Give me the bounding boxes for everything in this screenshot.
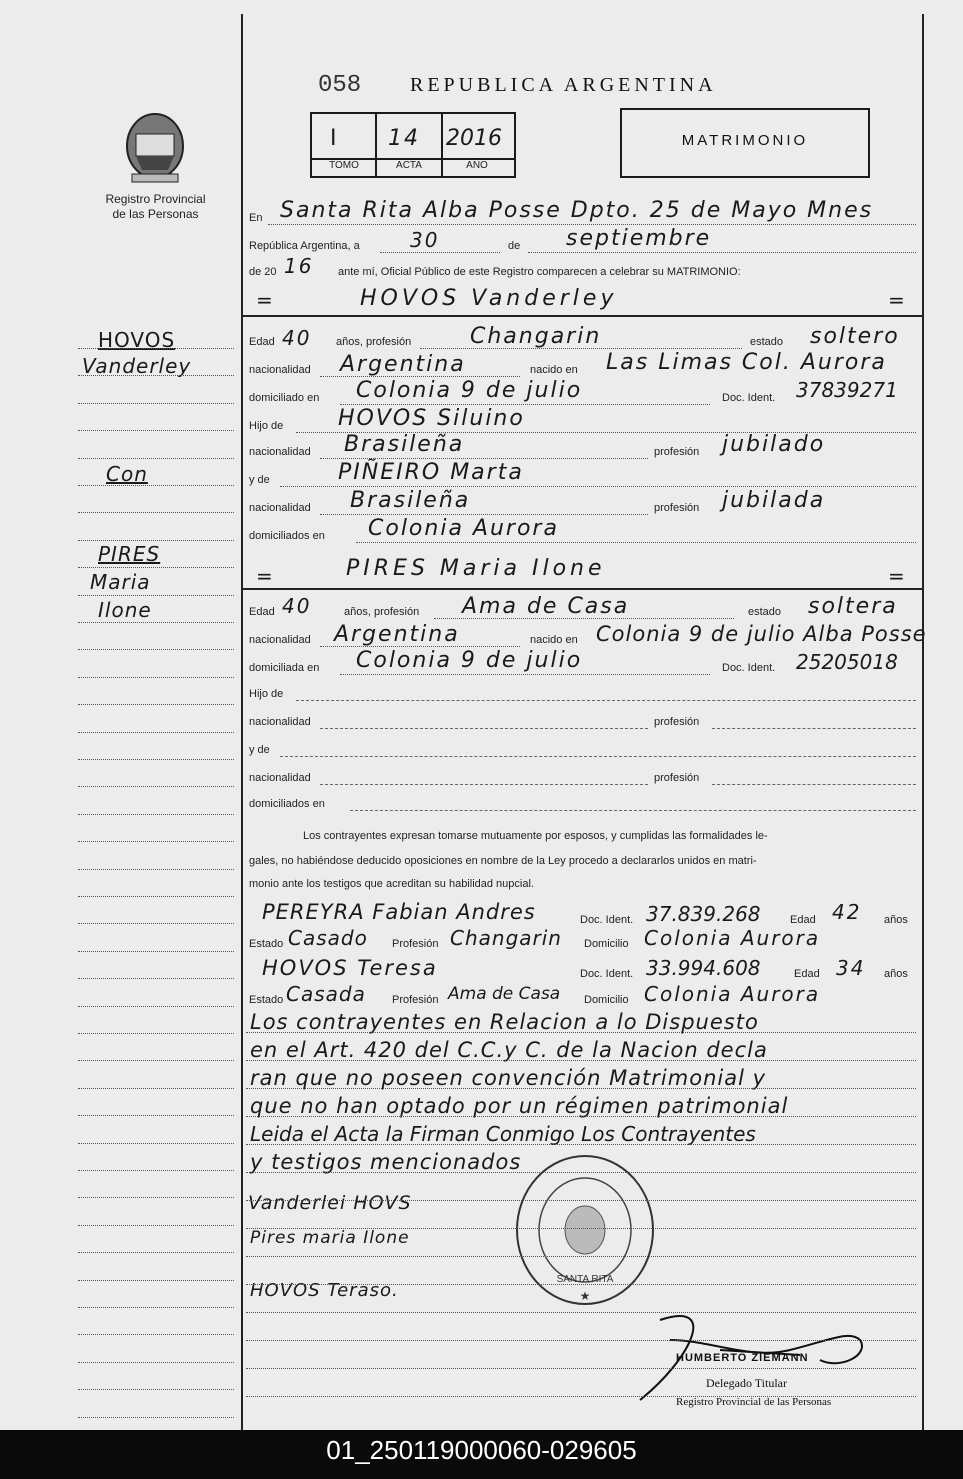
body-ruled-line	[246, 1116, 916, 1117]
bride-nac-label: nacionalidad	[249, 634, 311, 646]
margin-ruled-line	[78, 1417, 234, 1418]
margin-ruled-line	[78, 649, 234, 650]
bride-doc: 25205018	[796, 650, 898, 674]
margin-ruled-line	[78, 430, 234, 431]
groom-estado: soltero	[810, 324, 900, 349]
margin-ruled-line	[78, 759, 234, 760]
acta-value: 14	[388, 126, 420, 151]
witness1-doc: 37.839.268	[646, 902, 761, 926]
bride-dom-label: domiciliada en	[249, 662, 320, 674]
groom-madre-nac: Brasileña	[350, 488, 471, 513]
statement-line-3: monio ante los testigos que acreditan su habilidad nupcial.	[249, 878, 534, 890]
dash-mark: =	[888, 288, 901, 312]
place-value: Santa Rita Alba Posse Dpto. 25 de Mayo Mnes	[280, 198, 874, 223]
dash-mark: =	[256, 564, 269, 588]
witness2-dom-label: Domicilio	[584, 994, 629, 1006]
groom-padres-dom: Colonia Aurora	[368, 516, 559, 541]
groom-edad: 40	[282, 326, 312, 350]
groom-padre-prof: jubilado	[722, 432, 826, 457]
margin-ruled-line	[78, 1334, 234, 1335]
witness2-doc-label: Doc. Ident.	[580, 968, 634, 980]
margin-ruled-line	[78, 567, 234, 568]
margin-ruled-line	[78, 1252, 234, 1253]
groom-nacido-label: nacido en	[530, 364, 578, 376]
body-ruled-line	[246, 1088, 916, 1089]
groom-padre-nac-label: nacionalidad	[249, 446, 311, 458]
margin-ruled-line	[78, 1006, 234, 1007]
witness2-doc: 33.994.608	[646, 956, 761, 980]
margin-bride-name2: Ilone	[98, 598, 152, 622]
groom-estado-label: estado	[750, 336, 784, 348]
svg-text:★: ★	[579, 1289, 591, 1303]
body-ruled-line	[246, 1200, 916, 1201]
groom-madre-nac-label: nacionalidad	[249, 502, 311, 514]
note-line-4: que no han optado por un régimen patrimonial	[250, 1094, 789, 1118]
body-ruled-line	[246, 1340, 916, 1341]
margin-bride-surname: PIRES	[98, 542, 161, 566]
seal-inner-text: SANTA RITA	[556, 1274, 614, 1285]
groom-doc: 37839271	[796, 378, 898, 402]
signature-groom: Vanderlei HOVS	[248, 1192, 412, 1214]
note-line-1: Los contrayentes en Relacion a lo Dispuesto	[250, 1010, 759, 1034]
bride-profesion: Ama de Casa	[462, 594, 630, 619]
margin-ruled-line	[78, 1362, 234, 1363]
margin-ruled-line	[78, 595, 234, 596]
margin-ruled-line	[78, 1197, 234, 1198]
bride-anios-label: años, profesión	[344, 606, 420, 618]
witness2-name: HOVOS Teresa	[262, 956, 438, 980]
dash-mark: =	[888, 564, 901, 588]
witness2-estado: Casada	[286, 982, 366, 1006]
note-line-6: y testigos mencionados	[250, 1150, 522, 1174]
body-ruled-line	[246, 1256, 916, 1257]
margin-ruled-line	[78, 951, 234, 952]
margin-ruled-line	[78, 1389, 234, 1390]
witness2-anios-label: años	[884, 968, 908, 980]
margin-ruled-line	[78, 841, 234, 842]
tomo-label: TOMO	[329, 160, 359, 171]
witness2-edad: 34	[836, 956, 866, 980]
groom-profesion: Changarin	[470, 324, 602, 349]
groom-domicilio: Colonia 9 de julio	[356, 378, 583, 403]
margin-ruled-line	[78, 1060, 234, 1061]
margin-ruled-line	[78, 1225, 234, 1226]
margin-ruled-line	[78, 375, 234, 376]
acta-label: ACTA	[396, 160, 422, 171]
statement-line-2: gales, no habiéndose deducido oposiciones en nombre de la Ley procedo a declararlos unidos en matri-	[249, 855, 757, 867]
body-ruled-line	[246, 1144, 916, 1145]
groom-nacionalidad: Argentina	[340, 352, 466, 377]
body-ruled-line	[246, 1032, 916, 1033]
bride-estado: soltera	[808, 594, 898, 619]
body-ruled-line	[246, 1284, 916, 1285]
witness1-edad: 42	[832, 900, 862, 924]
margin-ruled-line	[78, 540, 234, 541]
body-ruled-line	[246, 1368, 916, 1369]
officer-name: HUMBERTO ZIEMANN	[676, 1352, 809, 1364]
margin-ruled-line	[78, 1307, 234, 1308]
bride-nacido: Colonia 9 de julio Alba Posse	[596, 622, 927, 646]
margin-groom-surname: HOVOS	[98, 328, 176, 352]
margin-ruled-line	[78, 485, 234, 486]
body-ruled-line	[246, 1172, 916, 1173]
witness2-prof-label: Profesión	[392, 994, 439, 1006]
witness1-doc-label: Doc. Ident.	[580, 914, 634, 926]
margin-ruled-line	[78, 1033, 234, 1034]
groom-padre: HOVOS Siluino	[338, 406, 525, 431]
act-number: 058	[318, 72, 362, 99]
witness1-estado-label: Estado	[249, 938, 284, 950]
margin-bride-name1: Maria	[90, 570, 151, 594]
officer-title: Delegado Titular	[706, 1376, 787, 1390]
groom-dom-label: domiciliado en	[249, 392, 320, 404]
bride-edad-label: Edad	[249, 606, 275, 618]
bride-domicilio: Colonia 9 de julio	[356, 648, 583, 673]
year-suffix: 16	[284, 254, 314, 278]
witness1-prof-label: Profesión	[392, 938, 439, 950]
groom-nac-label: nacionalidad	[249, 364, 311, 376]
bride-hijo-label: Hijo de	[249, 688, 284, 700]
witness1-anios-label: años	[884, 914, 908, 926]
groom-padres-dom-label: domiciliados en	[249, 530, 325, 542]
de20-label: de 20	[249, 266, 277, 278]
groom-fullname: HOVOS Vanderley	[360, 286, 618, 311]
witness1-dom: Colonia Aurora	[644, 926, 821, 950]
signature-bride: Pires maria Ilone	[250, 1228, 410, 1248]
groom-madre-prof-label: profesión	[654, 502, 700, 514]
groom-edad-label: Edad	[249, 336, 275, 348]
groom-yde-label: y de	[249, 474, 270, 486]
margin-groom-name: Vanderley	[82, 354, 192, 378]
body-ruled-line	[246, 1060, 916, 1061]
bride-nacionalidad: Argentina	[334, 622, 460, 647]
margin-ruled-line	[78, 458, 234, 459]
groom-hijo-label: Hijo de	[249, 420, 284, 432]
en-label: En	[249, 212, 263, 224]
officer-office: Registro Provincial de las Personas	[676, 1396, 832, 1408]
official-seal-icon	[510, 1150, 660, 1310]
dash-mark: =	[256, 288, 269, 312]
bride-prof2-label: profesión	[654, 716, 700, 728]
bride-prof3-label: profesión	[654, 772, 700, 784]
witness2-prof: Ama de Casa	[448, 984, 561, 1004]
margin-rule-left	[241, 14, 243, 1430]
day-value: 30	[410, 228, 440, 252]
anio-value: 2016	[446, 126, 502, 151]
margin-con: Con	[106, 462, 148, 486]
margin-ruled-line	[78, 786, 234, 787]
file-identifier: 01_250119000060-029605	[326, 1435, 637, 1465]
note-line-5: Leida el Acta la Firman Conmigo Los Contrayentes	[250, 1122, 756, 1146]
groom-padre-prof-label: profesión	[654, 446, 700, 458]
margin-ruled-line	[78, 677, 234, 678]
margin-ruled-line	[78, 1143, 234, 1144]
bride-estado-label: estado	[748, 606, 782, 618]
margin-ruled-line	[78, 896, 234, 897]
statement-line-1: Los contrayentes expresan tomarse mutuamente por esposos, y cumplidas las formalidades le-	[303, 830, 768, 842]
republica-label: República Argentina, a	[249, 240, 360, 252]
registry-line-1: Registro Provincial	[105, 192, 206, 206]
margin-ruled-line	[78, 978, 234, 979]
bride-doms-label: domiciliados en	[249, 798, 325, 810]
margin-ruled-line	[78, 348, 234, 349]
witness1-edad-label: Edad	[790, 914, 816, 926]
margin-ruled-line	[78, 704, 234, 705]
body-ruled-line	[246, 1396, 916, 1397]
bride-doc-label: Doc. Ident.	[722, 662, 776, 674]
groom-padre-nac: Brasileña	[344, 432, 465, 457]
margin-ruled-line	[78, 512, 234, 513]
body-ruled-line	[246, 1312, 916, 1313]
margin-ruled-line	[78, 1115, 234, 1116]
witness2-edad-label: Edad	[794, 968, 820, 980]
margin-ruled-line	[78, 403, 234, 404]
groom-anios-label: años, profesión	[336, 336, 412, 348]
margin-ruled-line	[78, 1280, 234, 1281]
ante-text: ante mí, Oficial Público de este Registro comparecen a celebrar su MATRIMONIO:	[338, 266, 741, 278]
registry-line-2: de las Personas	[112, 207, 199, 221]
margin-ruled-line	[78, 1170, 234, 1171]
margin-ruled-line	[78, 814, 234, 815]
groom-madre: PIÑEIRO Marta	[338, 460, 524, 485]
country-title: REPUBLICA ARGENTINA	[410, 74, 717, 96]
signature-witness2: HOVOS Teraso.	[250, 1280, 399, 1301]
tomo-value: I	[330, 126, 339, 151]
margin-rule-right	[922, 14, 924, 1430]
margin-ruled-line	[78, 1088, 234, 1089]
margin-ruled-line	[78, 869, 234, 870]
bride-nac3-label: nacionalidad	[249, 772, 311, 784]
bride-nacido-label: nacido en	[530, 634, 578, 646]
witness1-dom-label: Domicilio	[584, 938, 629, 950]
note-line-3: ran que no poseen convención Matrimonial y	[250, 1066, 767, 1090]
bride-fullname: PIRES Maria Ilone	[346, 556, 606, 581]
witness1-name: PEREYRA Fabian Andres	[262, 900, 536, 924]
anio-label: AÑO	[466, 160, 488, 171]
margin-ruled-line	[78, 622, 234, 623]
provincial-crest-icon	[122, 104, 188, 184]
de-label: de	[508, 240, 521, 252]
month-value: septiembre	[566, 226, 712, 251]
body-ruled-line	[246, 1228, 916, 1229]
act-type: MATRIMONIO	[681, 132, 809, 149]
bride-edad: 40	[282, 594, 312, 618]
witness1-estado: Casado	[288, 926, 368, 950]
groom-nacido: Las Limas Col. Aurora	[606, 350, 887, 375]
margin-ruled-line	[78, 732, 234, 733]
registry-caption	[88, 192, 223, 222]
note-line-2: en el Art. 420 del C.C.y C. de la Nacion decla	[250, 1038, 768, 1062]
bride-yde-label: y de	[249, 744, 270, 756]
witness2-dom: Colonia Aurora	[644, 982, 821, 1006]
margin-ruled-line	[78, 923, 234, 924]
bride-nac2-label: nacionalidad	[249, 716, 311, 728]
groom-doc-label: Doc. Ident.	[722, 392, 776, 404]
witness2-estado-label: Estado	[249, 994, 284, 1006]
witness1-prof: Changarin	[450, 926, 562, 950]
groom-madre-prof: jubilada	[722, 488, 826, 513]
